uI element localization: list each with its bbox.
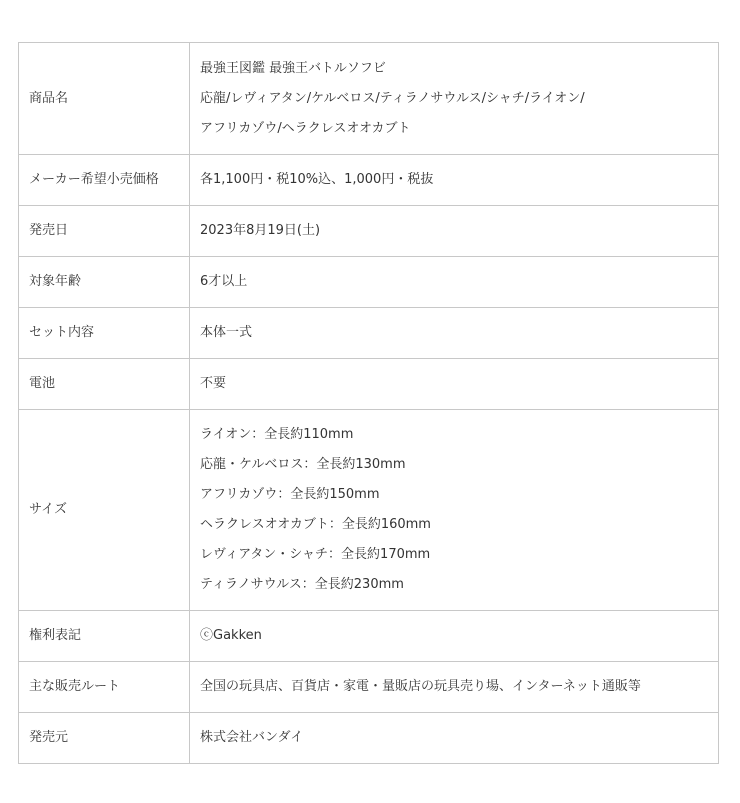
value-line: 6才以上 [200, 274, 248, 289]
row-label: メーカー希望小売価格 [19, 155, 190, 206]
row-value [190, 43, 719, 155]
table-row-copyright [19, 611, 719, 662]
table-row-sales-route [19, 662, 719, 713]
row-value [190, 713, 719, 764]
value-line: 応龍/レヴィアタン/ケルベロス/ティラノサウルス/シャチ/ライオン/ [200, 90, 585, 106]
table-row-price [19, 155, 719, 206]
row-value [190, 359, 719, 410]
row-value [190, 410, 719, 611]
value-line: ⓒGakken [200, 628, 262, 643]
row-label: セット内容 [19, 308, 190, 359]
value-line: アフリカゾウ：全長約150mm [200, 487, 380, 502]
value-line: ライオン：全長約110mm [200, 427, 354, 442]
value-line: レヴィアタン・シャチ：全長約170mm [200, 547, 431, 562]
value-line: 全国の玩具店、百貨店・家電・量販店の玩具売り場、インターネット通販等 [200, 679, 641, 694]
row-label: 発売元 [19, 713, 190, 764]
table-row-release-date [19, 206, 719, 257]
value-line: ヘラクレスオオカブト：全長約160mm [200, 517, 431, 532]
row-value [190, 257, 719, 308]
row-label: サイズ [19, 410, 190, 611]
value-line: ティラノサウルス：全長約230mm [200, 577, 404, 592]
row-value [190, 155, 719, 206]
value-line: 2023年8月19日(土) [200, 223, 321, 238]
row-label: 商品名 [19, 43, 190, 155]
row-value [190, 308, 719, 359]
value-line: アフリカゾウ/ヘラクレスオオカブト [200, 120, 411, 136]
table-row-set-contents [19, 308, 719, 359]
table-row-battery [19, 359, 719, 410]
product-spec-table [18, 42, 719, 764]
table-row-target-age [19, 257, 719, 308]
row-label: 電池 [19, 359, 190, 410]
value-line: 不要 [200, 376, 227, 391]
value-line: 株式会社バンダイ [200, 730, 304, 745]
value-line: 本体一式 [200, 325, 253, 340]
table-row-product-name [19, 43, 719, 155]
row-label: 主な販売ルート [19, 662, 190, 713]
row-label: 権利表記 [19, 611, 190, 662]
table-row-publisher [19, 713, 719, 764]
row-label: 対象年齢 [19, 257, 190, 308]
row-label: 発売日 [19, 206, 190, 257]
value-line: 各1,100円・税10%込、1,000円・税抜 [200, 172, 434, 187]
value-line: 最強王図鑑 最強王バトルソフビ [200, 60, 386, 76]
row-value [190, 206, 719, 257]
row-value [190, 611, 719, 662]
row-value [190, 662, 719, 713]
table-row-size [19, 410, 719, 611]
value-line: 応龍・ケルベロス：全長約130mm [200, 457, 406, 472]
